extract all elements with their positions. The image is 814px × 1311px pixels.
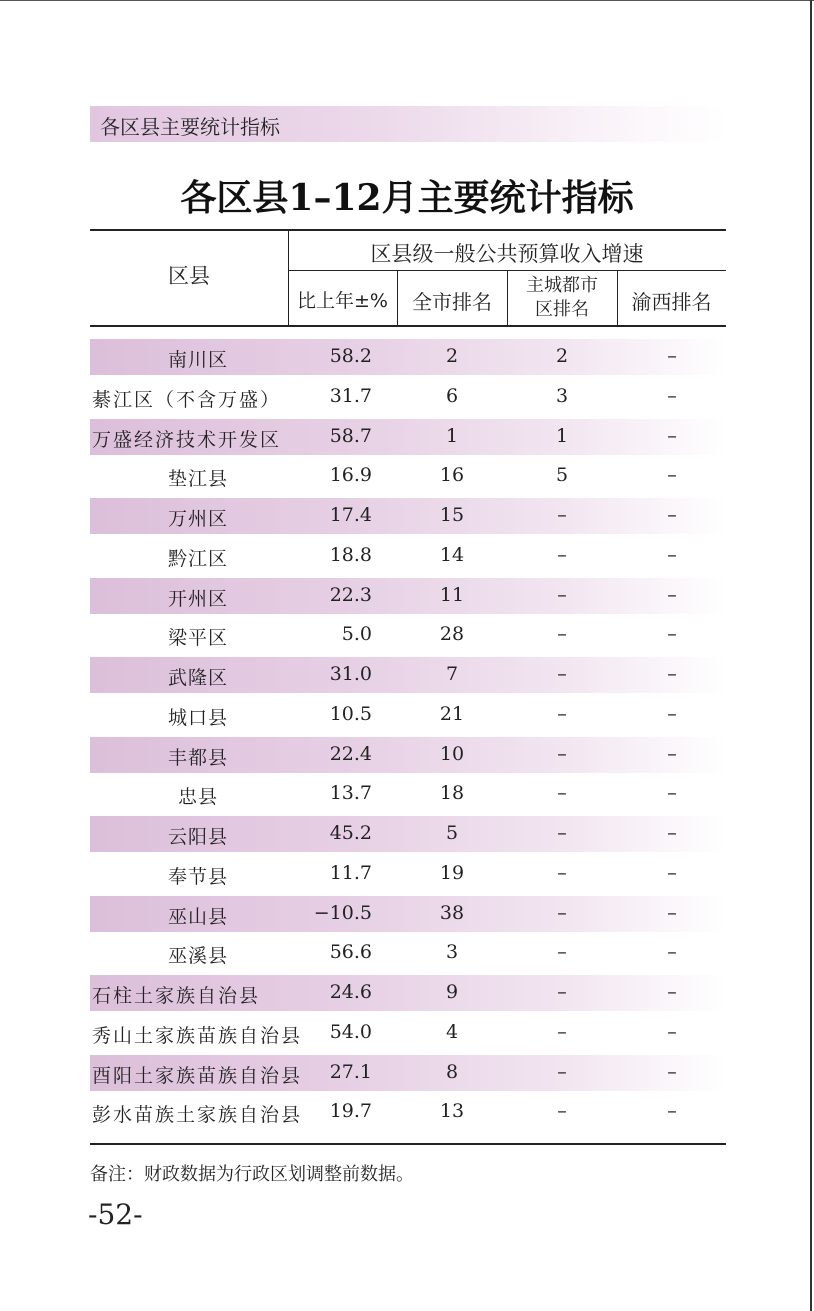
- footnote: 备注：财政数据为行政区划调整前数据。: [90, 1164, 414, 1185]
- yuxi-rank-value: –: [667, 424, 677, 447]
- yuxi-rank-value: –: [667, 543, 677, 566]
- column-header-yuxi-rank: 渝西排名: [631, 290, 712, 314]
- growth-value: 10.5: [329, 702, 372, 725]
- table-row: [90, 617, 726, 653]
- main-urban-rank-value: –: [557, 901, 567, 924]
- city-rank-value: 21: [439, 702, 465, 725]
- growth-value: 11.7: [329, 861, 372, 884]
- city-rank-value: 7: [445, 663, 459, 685]
- city-rank-value: 16: [439, 464, 465, 487]
- city-rank-value: 8: [445, 1060, 459, 1083]
- growth-value: 19.7: [329, 1100, 372, 1123]
- page-frame-top: [0, 0, 814, 1]
- district-name: 巫溪县: [167, 945, 228, 968]
- main-urban-rank-value: –: [557, 583, 567, 606]
- city-rank-value: 11: [439, 583, 465, 606]
- table-row: [90, 498, 726, 534]
- table-row: [90, 458, 726, 494]
- growth-value: 24.6: [329, 981, 372, 1003]
- growth-value: 5.0: [341, 623, 372, 646]
- table-bottom-rule: [90, 1143, 726, 1145]
- main-urban-rank-value: 3: [555, 384, 569, 407]
- yuxi-rank-value: –: [667, 1020, 677, 1043]
- section-banner: [90, 106, 726, 142]
- main-urban-rank-value: –: [557, 782, 567, 805]
- main-urban-rank-value: 1: [555, 424, 569, 447]
- column-header-main-urban-rank-line2: 区排名: [535, 299, 589, 320]
- district-name: 酉阳土家族苗族自治县: [92, 1064, 303, 1087]
- city-rank-value: 3: [445, 941, 459, 964]
- yuxi-rank-value: –: [667, 384, 677, 407]
- column-group-header: 区县级一般公共预算收入增速: [370, 242, 644, 266]
- district-name: 忠县: [177, 786, 218, 809]
- district-name: 奉节县: [167, 865, 228, 888]
- growth-value: 22.4: [329, 742, 372, 765]
- district-name: 万盛经济技术开发区: [92, 428, 282, 451]
- main-urban-rank-value: –: [557, 702, 567, 725]
- growth-value: 31.0: [329, 663, 372, 685]
- table-row: [90, 379, 726, 415]
- city-rank-value: 6: [445, 384, 459, 407]
- table-row: [90, 776, 726, 812]
- column-header-main-urban-rank-line1: 主城都市: [526, 275, 598, 296]
- table-row: [90, 697, 726, 733]
- district-name: 南川区: [167, 349, 228, 371]
- city-rank-value: 28: [439, 623, 465, 646]
- district-name: 石柱土家族自治县: [92, 985, 261, 1007]
- main-urban-rank-value: 2: [555, 345, 569, 367]
- yuxi-rank-value: –: [667, 464, 677, 487]
- city-rank-value: 2: [445, 345, 459, 367]
- main-urban-rank-value: –: [557, 504, 567, 526]
- table-row: [90, 578, 726, 614]
- city-rank-value: 10: [439, 742, 465, 765]
- main-urban-rank-value: –: [557, 941, 567, 964]
- district-name: 垫江县: [167, 468, 228, 491]
- city-rank-value: 15: [439, 504, 465, 526]
- yuxi-rank-value: –: [667, 742, 677, 765]
- district-name: 黔江区: [167, 547, 228, 570]
- main-urban-rank-value: –: [557, 981, 567, 1003]
- yuxi-rank-value: –: [667, 504, 677, 526]
- city-rank-value: 4: [445, 1020, 459, 1043]
- district-name: 彭水苗族土家族自治县: [92, 1104, 303, 1127]
- growth-value: 16.9: [329, 464, 372, 487]
- yuxi-rank-value: –: [667, 1100, 677, 1123]
- city-rank-value: 5: [445, 822, 459, 844]
- growth-value: 13.7: [329, 782, 372, 805]
- yuxi-rank-value: –: [667, 623, 677, 646]
- table-row: [90, 1094, 726, 1130]
- section-banner-label: 各区县主要统计指标: [100, 115, 280, 139]
- growth-value: 31.7: [329, 384, 372, 407]
- city-rank-value: 19: [439, 861, 465, 884]
- growth-value: 58.2: [329, 345, 372, 367]
- main-urban-rank-value: –: [557, 1020, 567, 1043]
- page-number: -52-: [88, 1198, 143, 1231]
- table-title: 各区县1–12月主要统计指标: [180, 177, 634, 219]
- growth-value: 54.0: [329, 1020, 372, 1043]
- district-name: 城口县: [167, 706, 228, 729]
- table-row: [90, 419, 726, 455]
- main-urban-rank-value: –: [557, 1100, 567, 1123]
- growth-value: −10.5: [313, 901, 372, 924]
- table-row: [90, 856, 726, 892]
- main-urban-rank-value: –: [557, 822, 567, 844]
- yuxi-rank-value: –: [667, 1060, 677, 1083]
- city-rank-value: 1: [445, 424, 459, 447]
- city-rank-value: 9: [445, 981, 459, 1003]
- yuxi-rank-value: –: [667, 861, 677, 884]
- main-urban-rank-value: –: [557, 861, 567, 884]
- growth-value: 17.4: [329, 504, 372, 526]
- column-header-main-urban-rank: [507, 274, 617, 322]
- growth-value: 22.3: [329, 583, 372, 606]
- city-rank-value: 38: [439, 901, 465, 924]
- table-row: [90, 1015, 726, 1051]
- district-name: 云阳县: [167, 826, 228, 848]
- city-rank-value: 18: [439, 782, 465, 805]
- table-row: [90, 657, 726, 693]
- main-urban-rank-value: –: [557, 543, 567, 566]
- district-name: 丰都县: [167, 746, 228, 769]
- table-top-rule: [90, 229, 726, 231]
- district-name: 綦江区（不含万盛）: [92, 388, 282, 411]
- table-row: [90, 935, 726, 971]
- table-row: [90, 975, 726, 1011]
- district-name: 秀山土家族苗族自治县: [92, 1024, 303, 1047]
- city-rank-value: 14: [439, 543, 465, 566]
- main-urban-rank-value: –: [557, 663, 567, 685]
- city-rank-value: 13: [439, 1100, 465, 1123]
- growth-value: 56.6: [329, 941, 372, 964]
- table-row: [90, 737, 726, 773]
- column-header-growth: 比上年±%: [297, 290, 388, 312]
- district-name: 武隆区: [167, 667, 228, 689]
- growth-value: 18.8: [329, 543, 372, 566]
- yuxi-rank-value: –: [667, 782, 677, 805]
- table-row: [90, 538, 726, 574]
- growth-value: 58.7: [329, 424, 372, 447]
- yuxi-rank-value: –: [667, 822, 677, 844]
- growth-value: 45.2: [329, 822, 372, 844]
- district-name: 万州区: [167, 508, 228, 530]
- table-row: [90, 339, 726, 375]
- district-name: 开州区: [167, 587, 228, 610]
- header-bottom-rule: [90, 325, 726, 327]
- growth-value: 27.1: [329, 1060, 372, 1083]
- yuxi-rank-value: –: [667, 583, 677, 606]
- table-row: [90, 816, 726, 852]
- column-header-district: 区县: [168, 264, 210, 288]
- yuxi-rank-value: –: [667, 663, 677, 685]
- main-urban-rank-value: –: [557, 1060, 567, 1083]
- yuxi-rank-value: –: [667, 901, 677, 924]
- district-name: 巫山县: [167, 905, 228, 928]
- yuxi-rank-value: –: [667, 941, 677, 964]
- yuxi-rank-value: –: [667, 345, 677, 367]
- district-name: 梁平区: [167, 627, 228, 650]
- column-header-city-rank: 全市排名: [412, 290, 492, 314]
- main-urban-rank-value: 5: [555, 464, 569, 487]
- yuxi-rank-value: –: [667, 702, 677, 725]
- yuxi-rank-value: –: [667, 981, 677, 1003]
- table-row: [90, 896, 726, 932]
- table-row: [90, 1055, 726, 1091]
- main-urban-rank-value: –: [557, 742, 567, 765]
- main-urban-rank-value: –: [557, 623, 567, 646]
